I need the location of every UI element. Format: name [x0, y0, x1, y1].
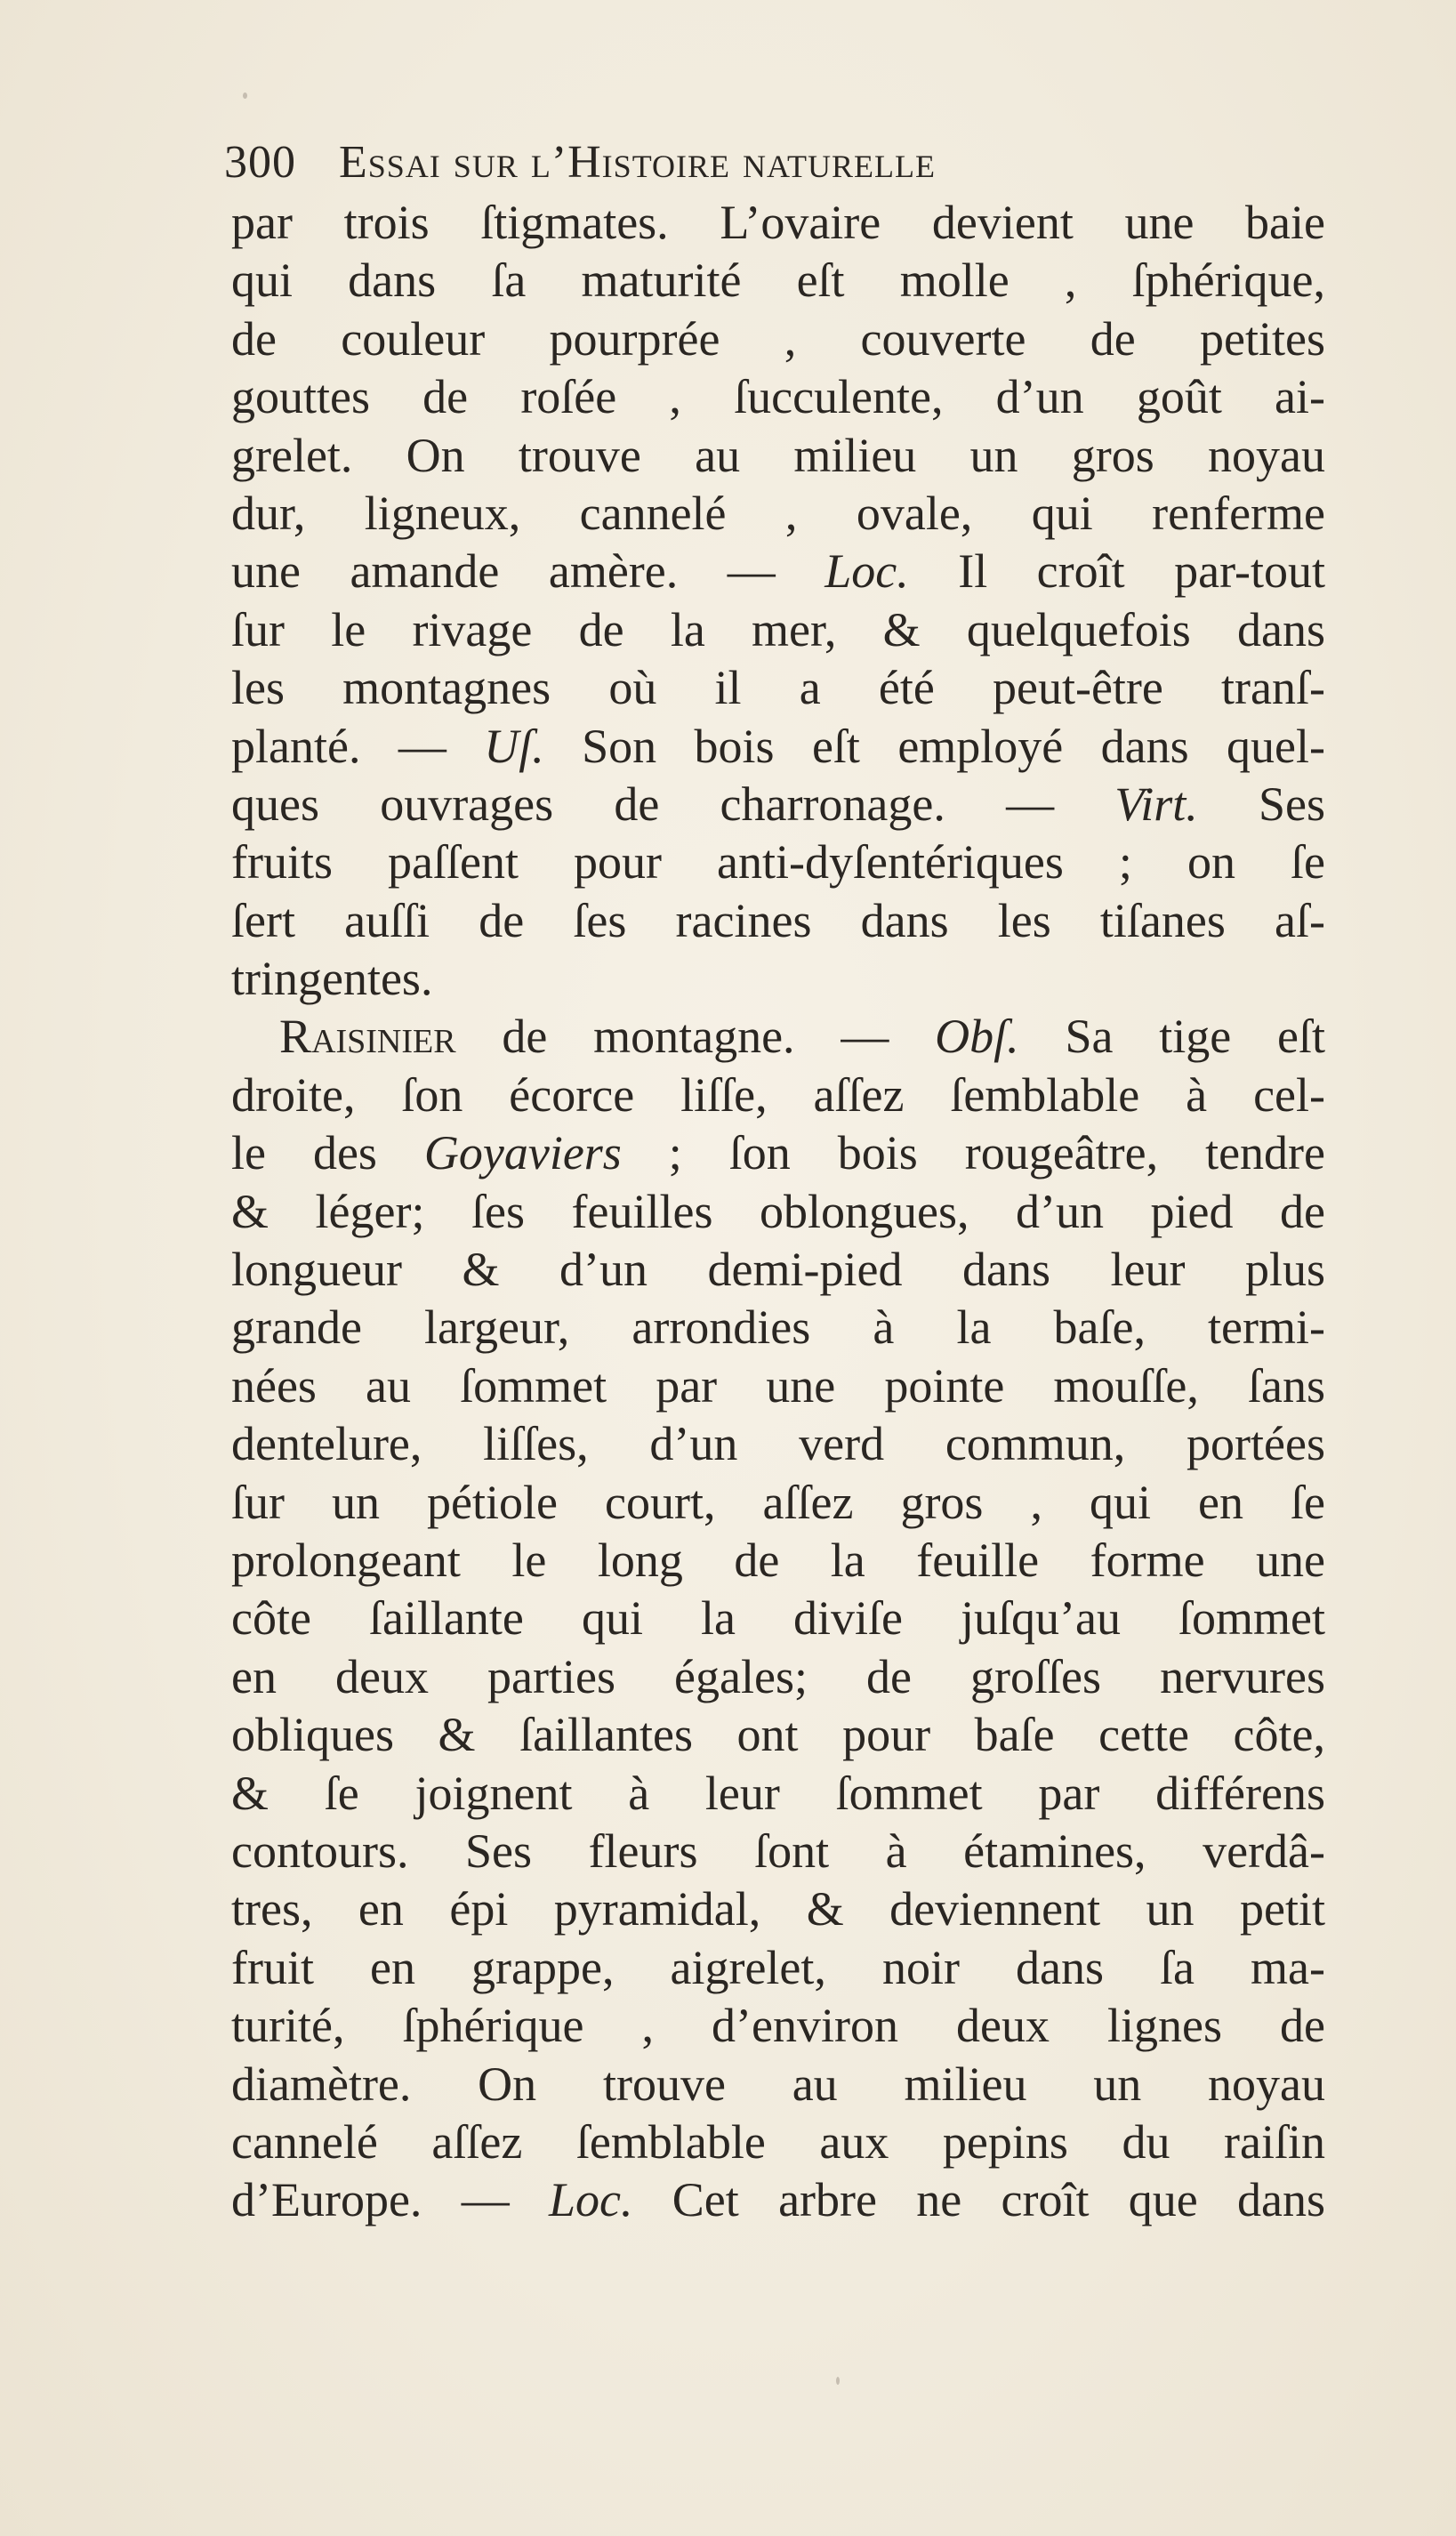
text-line: diamètre. On trouve au milieu un noyau [231, 2057, 1325, 2111]
text-line: dur, ligneux, cannelé , ovale, qui renferme [231, 486, 1325, 540]
text-line: grande largeur, arrondies à la baſe, termi- [231, 1300, 1325, 1355]
text-line: ques ouvrages de charronage. — Virt. Ses [231, 777, 1326, 831]
text-line: fruits paſſent pour anti-dyſentériques ; on ſe [231, 835, 1325, 890]
text-line: longueur & d’un demi-pied dans leur plus [231, 1243, 1325, 1297]
text-line: les montagnes où il a été peut-être tranſ- [231, 661, 1325, 715]
text-line: en deux parties égales; de groſſes nervures [231, 1649, 1325, 1703]
text-line: prolongeant le long de la feuille forme une [231, 1533, 1325, 1587]
text-line: & léger; ſes feuilles oblongues, d’un pied de [231, 1184, 1325, 1238]
text-line: ſur un pétiole court, aſſez gros , qui en ſe [231, 1475, 1325, 1529]
text-line: une amande amère. — Loc. Il croît par-tout [231, 544, 1325, 599]
text-line: & ſe joignent à leur ſommet par différens [231, 1766, 1325, 1820]
text-line: par trois ſtigmates. L’ovaire devient une baie [231, 196, 1325, 249]
text-line: tres, en épi pyramidal, & deviennent un petit [231, 1882, 1325, 1936]
text-line: d’Europe. — Loc. Cet arbre ne croît que dans [231, 2173, 1325, 2227]
paper-speck [836, 2377, 840, 2385]
paper-speck [243, 93, 247, 99]
text-line: qui dans ſa maturité eſt molle , ſphérique, [231, 254, 1325, 308]
running-head [224, 132, 1291, 194]
text-line: dentelure, liſſes, d’un verd commun, portées [231, 1417, 1325, 1471]
running-title: Essai sur l’Histoire naturelle [339, 137, 936, 188]
text-line: obliques & ſaillantes ont pour baſe cette côte, [231, 1708, 1325, 1762]
text-line: grelet. On trouve au milieu un gros noyau [231, 428, 1325, 482]
text-line: planté. — Uſ. Son bois eſt employé dans quel- [231, 719, 1325, 773]
text-line: côte ſaillante qui la diviſe juſqu’au ſommet [231, 1591, 1325, 1646]
page-number: 300 [224, 137, 296, 188]
text-line: ſur le rivage de la mer, & quelquefois dans [231, 602, 1325, 656]
text-line: ſert auſſi de ſes racines dans les tiſanes aſ- [231, 893, 1325, 947]
text-line: droite, ſon écorce liſſe, aſſez ſemblable à cel- [231, 1067, 1325, 1122]
entry-heading-line: Raisinier de montagne. — Obſ. Sa tige eſt [279, 1010, 1325, 1064]
text-line: le des Goyaviers ; ſon bois rougeâtre, tendre [231, 1126, 1325, 1180]
text-line: nées au ſommet par une pointe mouſſe, ſans [231, 1358, 1325, 1413]
text-line: contours. Ses fleurs ſont à étamines, verdâ- [231, 1824, 1325, 1878]
text-line: cannelé aſſez ſemblable aux pepins du raiſin [231, 2114, 1325, 2169]
text-line: tringentes. [231, 952, 433, 1006]
text-line: fruit en grappe, aigrelet, noir dans ſa ma- [231, 1940, 1325, 1994]
text-line: turité, ſphérique , d’environ deux lignes de [231, 1999, 1325, 2053]
text-line: gouttes de roſée , ſucculente, d’un goût ai- [231, 370, 1325, 424]
text-line: de couleur pourprée , couverte de petites [231, 311, 1325, 366]
body-text [231, 194, 1325, 2230]
